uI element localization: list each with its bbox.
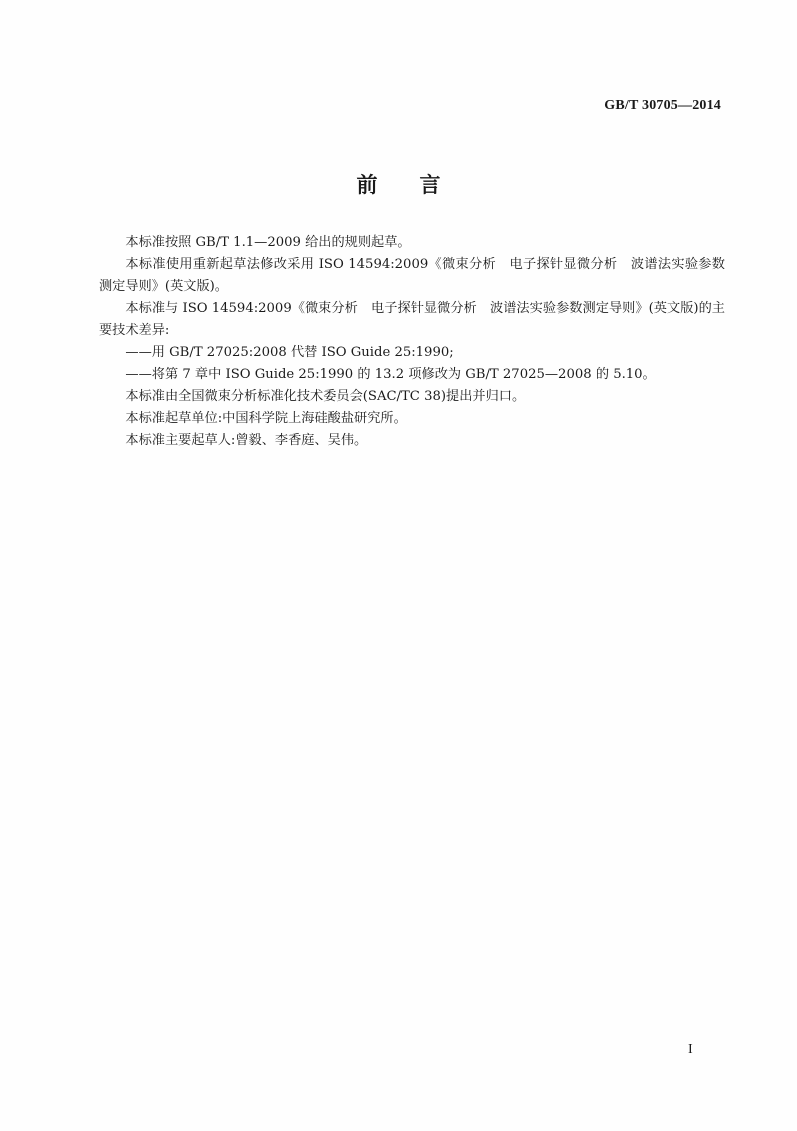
page-title: 前言 [356,173,483,197]
paragraph-drafting-rules: 本标准按照 GB/T 1.1—2009 给出的规则起草。 [125,235,411,250]
foreword-body [99,232,725,452]
list-item-difference-1: ——用 GB/T 27025:2008 代替 ISO Guide 25:1990; [125,345,454,360]
paragraph-adoption: 本标准使用重新起草法修改采用 ISO 14594:2009《微束分析 电子探针显微分析 波谱法实验参数测定导则》(英文版)。 [99,257,725,294]
paragraph-differences: 本标准与 ISO 14594:2009《微束分析 电子探针显微分析 波谱法实验参数测定导则》(英文版)的主要技术差异: [99,301,725,338]
paragraph-drafters: 本标准主要起草人:曾毅、李香庭、吴伟。 [125,433,368,448]
standard-code: GB/T 30705—2014 [604,98,721,113]
paragraph-proposer: 本标准由全国微束分析标准化技术委员会(SAC/TC 38)提出并归口。 [125,389,526,404]
list-item-difference-2: ——将第 7 章中 ISO Guide 25:1990 的 13.2 项修改为 GB/T 27025—2008 的 5.10。 [125,367,656,382]
page-number: I [688,1042,693,1057]
paragraph-drafting-unit: 本标准起草单位:中国科学院上海硅酸盐研究所。 [125,411,407,426]
